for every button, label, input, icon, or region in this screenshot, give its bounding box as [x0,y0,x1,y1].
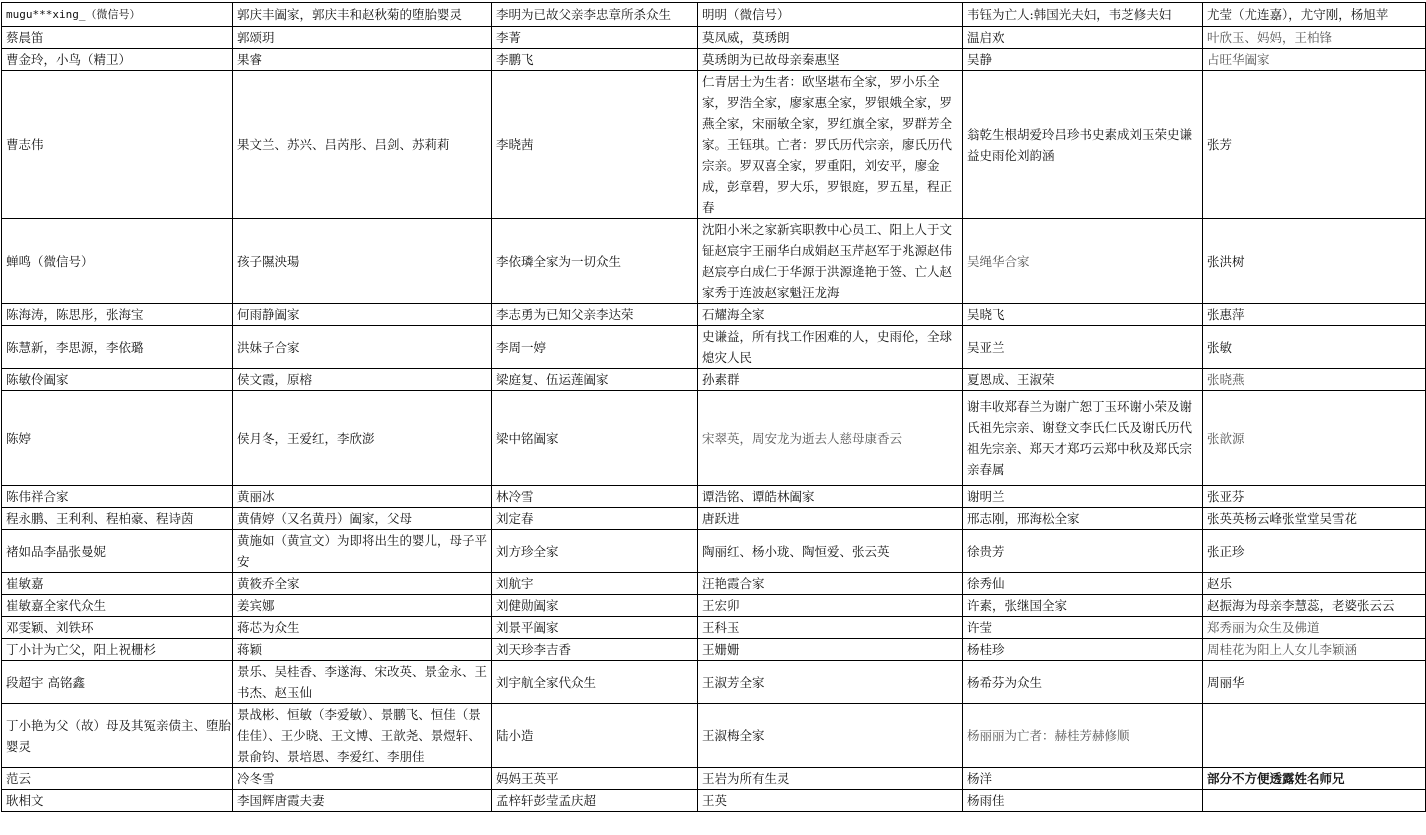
table-cell: 姜宾娜 [233,595,492,617]
table-cell: 张芳 [1203,71,1426,219]
table-cell: 王科玉 [698,617,963,639]
table-cell: 张歆源 [1203,391,1426,486]
table-cell: 杨希芬为众生 [963,661,1203,704]
table-cell: 程永鹏、王利利、程柏豪、程诗茵 [2,508,233,530]
table-cell: 吴静 [963,49,1203,71]
table-cell: 刘宇航全家代众生 [492,661,698,704]
table-cell: 李鹏飞 [492,49,698,71]
table-cell: 崔敏嘉 [2,573,233,595]
table-row [2,790,1426,812]
table-row [2,508,1426,530]
table-cell: 景战彬、恒敏（李爱敏）、景鹏飞、恒佳（景佳佳）、王少晓、王文博、王歆尧、景煜轩、景俞钧、景培恩、李爱红、李朋佳 [233,704,492,768]
table-cell: 郭庆丰阖家，郭庆丰和赵秋菊的堕胎婴灵 [233,3,492,27]
table-cell: 翁乾生根胡爱玲吕珍书史素成刘玉荣史谦益史雨伦刘韵涵 [963,71,1203,219]
table-cell: 梁中铭阖家 [492,391,698,486]
table-row [2,219,1426,304]
table-row [2,486,1426,508]
table-cell: 景乐、吴桂香、李遂海、宋改英、景金永、王书杰、赵玉仙 [233,661,492,704]
table-cell: 侯文霞，原榕 [233,369,492,391]
table-cell: 石耀海全家 [698,304,963,326]
table-cell: 宋翠英，周安龙为逝去人慈母康香云 [698,391,963,486]
table-cell: 唐跃进 [698,508,963,530]
table-cell: 妈妈王英平 [492,768,698,790]
table-cell: 夏恩成、王淑荣 [963,369,1203,391]
table-cell: 陈婷 [2,391,233,486]
table-cell: 林冷雪 [492,486,698,508]
table-cell: 莫琇朗为已故母亲秦惠坚 [698,49,963,71]
table-cell: 沈阳小米之家新宾职教中心员工、阳上人于文钲赵宸宇王丽华白成娟赵玉芹赵军于兆源赵伟赵宸亭白成仁于华源于洪源逄艳于签、亡人赵家秀于连波赵家魁汪龙海 [698,219,963,304]
table-cell: 杨丽丽为亡者：赫桂芳赫修顺 [963,704,1203,768]
table-cell: 部分不方便透露姓名师兄 [1203,768,1426,790]
table-body [2,3,1426,812]
table-row [2,530,1426,573]
table-cell: 蒋芯为众生 [233,617,492,639]
table-row [2,27,1426,49]
table-cell: 谭浩铭、谭皓林阖家 [698,486,963,508]
table-cell: 孟梓轩彭莹孟庆超 [492,790,698,812]
table-cell: 陈慧新，李思源，李依璐 [2,326,233,369]
table-cell: 段超宇 高铭鑫 [2,661,233,704]
table-cell: 张正珍 [1203,530,1426,573]
table-cell: 徐秀仙 [963,573,1203,595]
table-cell: 杨桂珍 [963,639,1203,661]
table-cell: 李晓茜 [492,71,698,219]
table-cell: 陶丽红、杨小珑、陶恒爱、张云英 [698,530,963,573]
table-row [2,304,1426,326]
table-row [2,71,1426,219]
table-cell: 李周一婷 [492,326,698,369]
table-row [2,3,1426,27]
table-cell: 王淑梅全家 [698,704,963,768]
table-cell: 洪妹子合家 [233,326,492,369]
table-cell: 史谦益，所有找工作困难的人，史雨伦，全球熄灾人民 [698,326,963,369]
table-cell: 李菁 [492,27,698,49]
table-cell: 黄施如（黄宣文）为即将出生的婴儿，母子平安 [233,530,492,573]
table-cell: 谢明兰 [963,486,1203,508]
table-cell: 李明为已故父亲李忠章所杀众生 [492,3,698,27]
table-cell: 黄倩婷（又名黄丹）阖家，父母 [233,508,492,530]
table-cell: 刘定春 [492,508,698,530]
table-row [2,369,1426,391]
table-cell: 吴亚兰 [963,326,1203,369]
table-row [2,326,1426,369]
table-cell: 崔敏嘉全家代众生 [2,595,233,617]
table-cell: 陈敏伶阖家 [2,369,233,391]
table-cell: 汪艳霞合家 [698,573,963,595]
table-cell: 许素，张继国全家 [963,595,1203,617]
table-cell: 梁庭复、伍运莲阖家 [492,369,698,391]
table-row [2,391,1426,486]
table-cell: 侯月冬，王爱红，李欣澎 [233,391,492,486]
table-cell: 李依璘全家为一切众生 [492,219,698,304]
table-cell: 曹志伟 [2,71,233,219]
table-cell: 莫凤威，莫琇朗 [698,27,963,49]
table-cell: 徐贵芳 [963,530,1203,573]
table-cell: 蔡晨笛 [2,27,233,49]
table-cell: 周桂花为阳上人女儿李颖涵 [1203,639,1426,661]
table-cell: 王英 [698,790,963,812]
table-cell: 褚如品李晶张曼妮 [2,530,233,573]
table-cell: 耿相文 [2,790,233,812]
table-cell: 王岩为所有生灵 [698,768,963,790]
table-cell: 叶欣玉、妈妈，王柏锋 [1203,27,1426,49]
table-cell: 尤莹（尤连嘉），尤守刚，杨旭苹 [1203,3,1426,27]
table-row [2,49,1426,71]
table-cell: 杨雨佳 [963,790,1203,812]
table-cell: 冷冬雪 [233,768,492,790]
table-cell: 谢丰收郑春兰为谢广恕丁玉环谢小荣及谢氏祖先宗亲、谢登文李氏仁氏及谢氏历代祖先宗亲、郑天才郑巧云郑中秋及郑氏宗亲春属 [963,391,1203,486]
table-cell: mugu***xing_（微信号） [2,3,233,27]
table-row [2,704,1426,768]
table-cell: 李国辉唐霞夫妻 [233,790,492,812]
table-cell: 刘方珍全家 [492,530,698,573]
table-cell: 果文兰、苏兴、吕芮彤、吕剑、苏莉莉 [233,71,492,219]
dedication-table [1,2,1426,812]
table-cell: 果睿 [233,49,492,71]
table-cell: 仁青居士为生者：欧坚堪布全家，罗小乐全家，罗浩全家，廖家惠全家，罗银娥全家，罗燕全家，宋丽敏全家，罗红旗全家，罗群芳全家。王钰琪。亡者：罗氏历代宗亲，廖氏历代宗亲。罗双喜全家，罗重阳，刘安平，廖金成，彭章碧，罗大乐，罗银庭，罗五星，程正春 [698,71,963,219]
table-cell: 占旺华阖家 [1203,49,1426,71]
table-cell: 韦钰为亡人:韩国光夫妇，韦芝修夫妇 [963,3,1203,27]
table-cell: 王姗姗 [698,639,963,661]
table-cell: 周丽华 [1203,661,1426,704]
table-cell: 张亚芬 [1203,486,1426,508]
table-cell [1203,704,1426,768]
table-cell: 赵振海为母亲李慧蕊，老婆张云云 [1203,595,1426,617]
table-cell: 张敏 [1203,326,1426,369]
table-cell: 明明（微信号） [698,3,963,27]
table-row [2,617,1426,639]
table-cell: 丁小艳为父（故）母及其冤亲债主、堕胎婴灵 [2,704,233,768]
table-cell: 张惠萍 [1203,304,1426,326]
table-row [2,573,1426,595]
table-cell: 张晓燕 [1203,369,1426,391]
table-cell: 陈海涛，陈思彤，张海宝 [2,304,233,326]
table-cell: 邓雯颖、刘铁环 [2,617,233,639]
table-cell: 黄丽冰 [233,486,492,508]
table-cell: 刘景平阖家 [492,617,698,639]
table-row [2,768,1426,790]
table-cell: 王宏卯 [698,595,963,617]
table-cell: 赵乐 [1203,573,1426,595]
table-row [2,595,1426,617]
table-cell: 孙素群 [698,369,963,391]
table-cell: 黄筱乔全家 [233,573,492,595]
table-cell: 范云 [2,768,233,790]
table-cell: 许莹 [963,617,1203,639]
table-cell: 蒋颖 [233,639,492,661]
table-cell: 蝉鸣（微信号） [2,219,233,304]
table-cell [1203,790,1426,812]
table-cell: 刘天珍李吉香 [492,639,698,661]
table-cell: 李志勇为已知父亲李达荣 [492,304,698,326]
table-cell: 孩子隰泱瑒 [233,219,492,304]
table-cell: 丁小计为亡父，阳上祝栅杉 [2,639,233,661]
table-cell: 刘航宇 [492,573,698,595]
table-cell: 温启欢 [963,27,1203,49]
table-cell: 杨洋 [963,768,1203,790]
table-cell: 何雨静阖家 [233,304,492,326]
table-cell: 陆小造 [492,704,698,768]
table-cell: 张英英杨云峰张堂堂吴雪花 [1203,508,1426,530]
table-cell: 邢志刚，邢海松全家 [963,508,1203,530]
table-cell: 张洪树 [1203,219,1426,304]
table-cell: 曹金玲，小鸟（精卫） [2,49,233,71]
table-row [2,639,1426,661]
table-cell: 王淑芳全家 [698,661,963,704]
table-cell: 刘健勋阖家 [492,595,698,617]
table-cell: 郭颂玥 [233,27,492,49]
table-row [2,661,1426,704]
table-cell: 陈伟祥合家 [2,486,233,508]
table-cell: 吴绳华合家 [963,219,1203,304]
table-cell: 郑秀丽为众生及佛道 [1203,617,1426,639]
table-cell: 吴晓飞 [963,304,1203,326]
